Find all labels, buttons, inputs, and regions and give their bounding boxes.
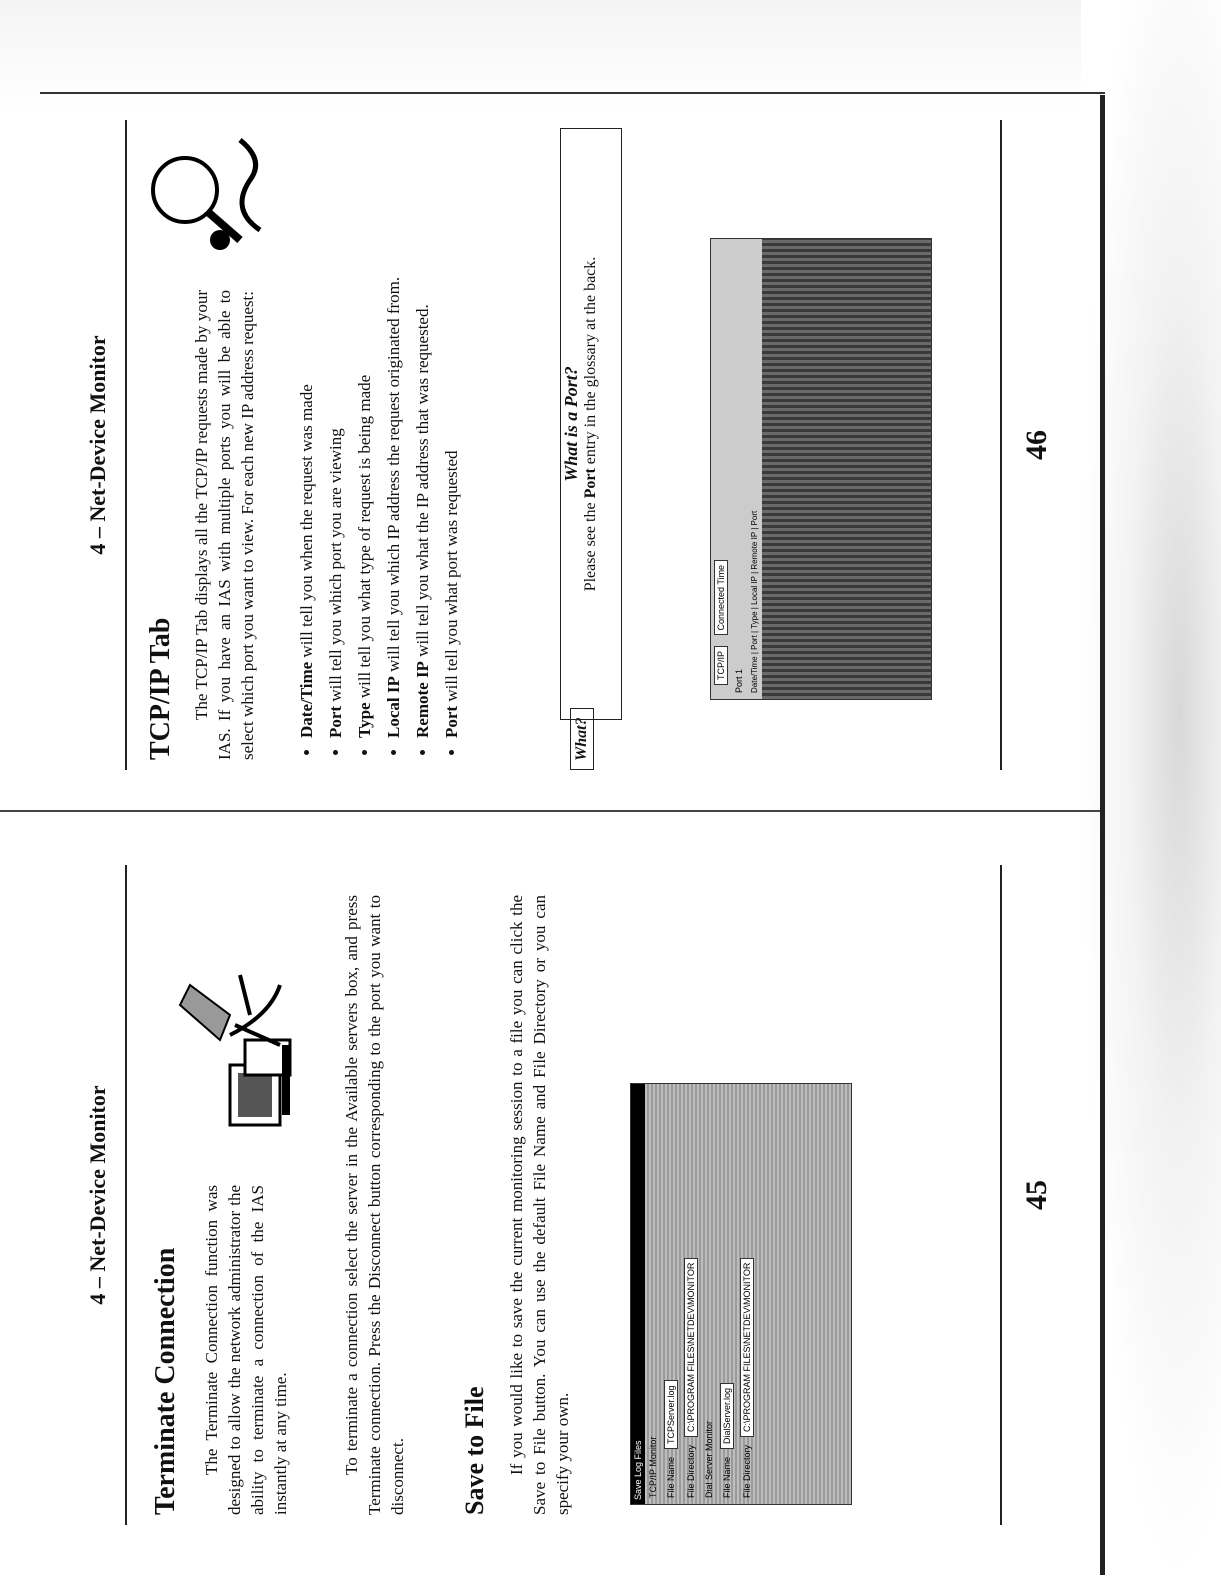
save-log-files-screenshot <box>630 1083 852 1505</box>
paragraph: The Terminate Connection function was designed to allow the network administrator the ability to terminate a connection of the IAS instantly at any time. <box>202 1185 290 1515</box>
running-head: 4 – Net-Device Monitor <box>85 1085 110 1305</box>
list-item: • Local IP will tell you which IP address the request originated from. <box>382 108 405 738</box>
field-descriptions-list <box>295 108 469 760</box>
page-46 <box>70 100 1070 790</box>
magnifying-glass-figure-icon <box>140 130 280 270</box>
list-item: • Type will tell you what type of request is being made <box>353 108 376 738</box>
tcpip-tab-screenshot <box>710 238 932 700</box>
paragraph: The TCP/IP Tab displays all the TCP/IP requests made by your IAS. If you have an IAS with multiple ports you will be able to select which port you want to view. For each new IP address request: <box>192 290 257 760</box>
screenshot-row: TCP/IP Monitor <box>648 1436 658 1498</box>
foot-rule <box>1000 865 1002 1525</box>
callout-text: Please see the Port entry in the glossary at the back. <box>582 256 599 592</box>
list-item: • Remote IP will tell you what the IP address that was requested. <box>411 108 434 738</box>
screenshot-title: Save Log Files <box>631 1084 645 1504</box>
section-heading-save: Save to File <box>460 1386 489 1515</box>
what-tag: What? <box>570 708 594 770</box>
book-fold <box>0 810 1100 812</box>
list-item: • Date/Time will tell you when the request was made <box>295 108 318 738</box>
page-number: 46 <box>1020 430 1053 460</box>
list-item: • Port will tell you what port was requested <box>440 108 463 738</box>
screenshot-row: Dial Server Monitor <box>704 1420 714 1498</box>
screenshot-port-radio: Port 1 <box>731 239 747 699</box>
glossary-callout <box>560 128 622 720</box>
screenshot-row: File DirectoryC:\PROGRAM FILES\NETDEV\MONITOR <box>737 1084 757 1504</box>
running-head: 4 – Net-Device Monitor <box>85 335 110 555</box>
page-top-edge <box>40 92 1105 94</box>
paragraph: If you would like to save the current monitoring session to a file you can click the Save to File button. You can use the default File Name and File Directory or you can specify your own. <box>507 895 572 1515</box>
page-number: 45 <box>1020 1180 1053 1210</box>
computer-hammer-icon <box>160 965 310 1135</box>
page-45 <box>70 845 1070 1545</box>
section-heading-tcpip: TCP/IP Tab <box>145 617 176 760</box>
screenshot-row: File DirectoryC:\PROGRAM FILES\NETDEV\MONITOR <box>681 1084 701 1504</box>
head-rule <box>125 120 127 770</box>
screenshot-tabs: TCP/IP Connected Time <box>711 239 731 699</box>
screenshot-row: File NameTCPServer.log <box>661 1084 681 1504</box>
list-item: • Port will tell you which port you are viewing <box>324 108 347 738</box>
screenshot-columns: Date/Time | Port | Type | Local IP | Remote IP | Port <box>747 239 762 699</box>
screenshot-row: File NameDialServer.log <box>717 1084 737 1504</box>
paragraph: To terminate a connection select the server in the Available servers box, and press Terminate connection. Press the Disconnect button corresponding to the port you want to disconnect. <box>342 895 407 1515</box>
head-rule <box>125 865 127 1525</box>
foot-rule <box>1000 120 1002 770</box>
section-heading-terminate: Terminate Connection <box>150 1247 181 1515</box>
callout-title: What is a Port? <box>561 366 581 482</box>
binding-edge <box>1100 95 1105 1575</box>
